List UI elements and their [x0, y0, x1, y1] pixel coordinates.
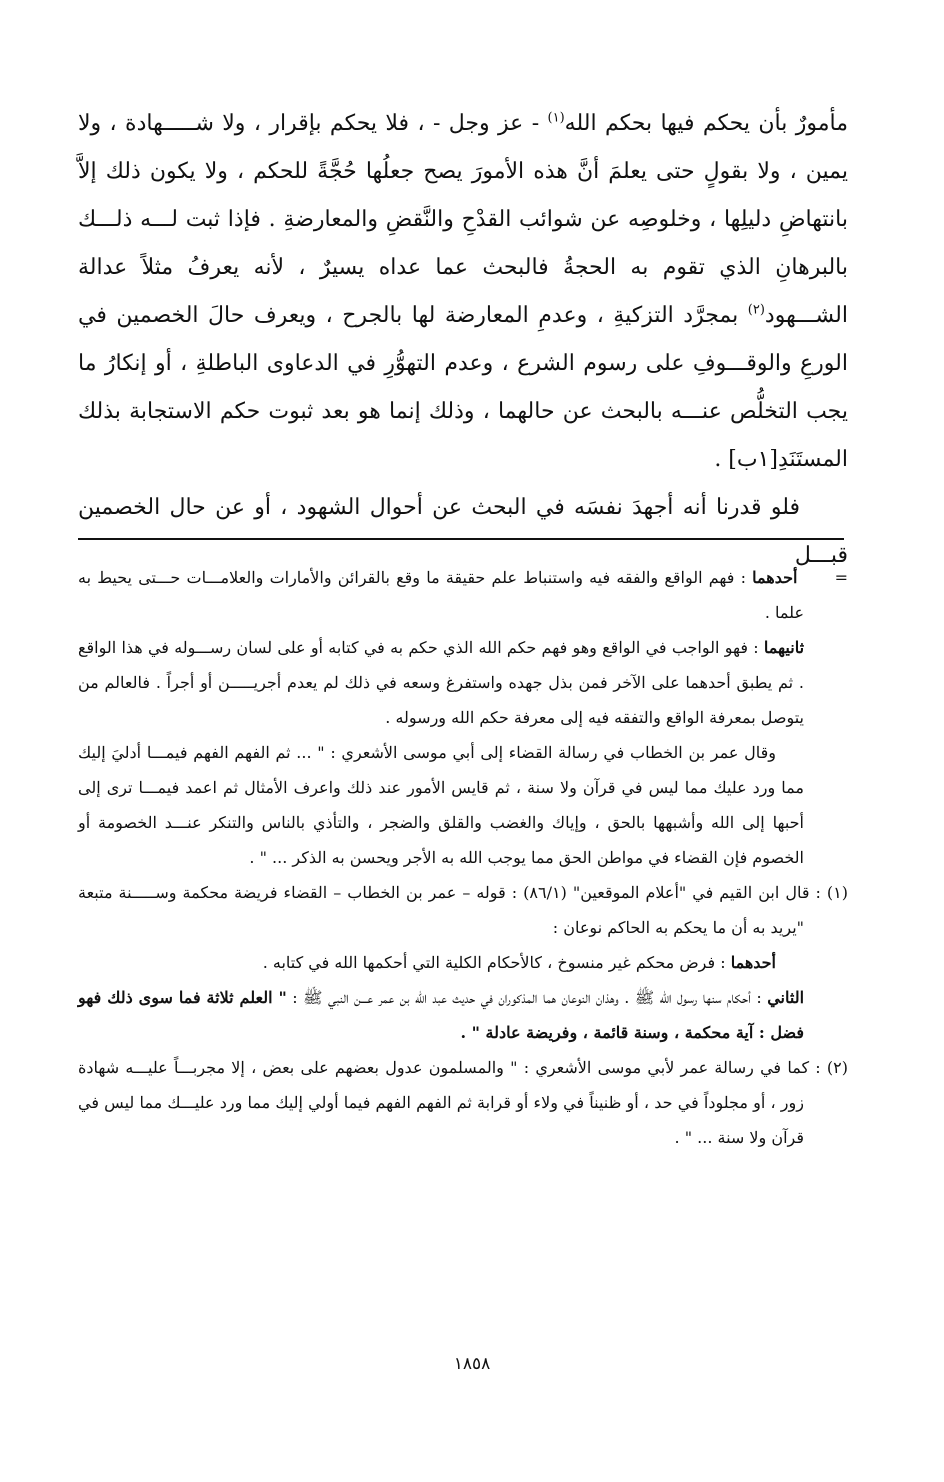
footnote-1-first-text: : فرض محكم غير منسوخ ، كالأحكام الكلية التي أحكمها الله في كتابه .	[262, 953, 731, 972]
main-paragraph-2: فلو قدرنا أنه أجهدَ نفسَه في البحث عن أحوال الشهود ، أو عن حال الخصمين قبـــل	[78, 495, 848, 568]
main-paragraph-1	[78, 100, 848, 484]
footnote-1-text: قال ابن القيم في "أعلام الموقعين" (٨٦/١) : قوله – عمر بن الخطاب – القضاء فريضة محكمة وســـــنة متبعة "يريد به أن ما يحكم به الحاكم نوعان :	[78, 883, 816, 937]
footnote-1-second-bold: الثاني	[767, 988, 805, 1007]
main-text	[78, 100, 848, 580]
continuation-text: : فهم الواقع والفقه فيه واستنباط علم حقيقة ما وقع بالقرائن والأمارات والعلامـــات حـــتى يحيط به علما .	[78, 568, 804, 622]
footnote-2	[78, 1050, 848, 1155]
footnote-separator	[78, 538, 844, 540]
second-text: : فهو الواجب في الواقع وهو فهم حكم الله الذي حكم به في كتابه أو على لسان رســـوله في هذا الواقع . ثم يطبق أحدهما على الآخر فمن بذل جهده واستفرغ وسعه في ذلك لم يعدم أجريـــــن أو أجراً . فالعالم من يتوصل بمعرفة الواقع والتفقه فيه إلى معرفة حكم الله ورسوله .	[78, 638, 804, 727]
footnote-1-second-text: : أحكام سنها رسول الله ﷺ . وهذان النوعان هما المذكوران في حديث عبد الله بن عمر عـــن النبي ﷺ :	[286, 988, 768, 1007]
footnote-2-marker: (٢) :	[815, 1058, 849, 1077]
footnote-ref-2: (٢)	[747, 302, 765, 318]
footnote-1-first-bold: أحدهما	[730, 953, 776, 972]
footnote-second	[78, 630, 848, 735]
footnote-ref-1: (١)	[547, 110, 565, 126]
main-p1-part2: - عز وجل - ، فلا يحكم بإقرار ، ولا شـــــهادة ، ولا يمين ، ولا بقولٍ حتى يعلمَ أنَّ هذه الأمورَ يصح جعلُها حُجَّةً للحكم ، ولا يكون ذلك إلاَّ بانتهاضِ دليلِها ، وخلوصِه عن شوائب القدْحِ والنَّقضِ والمعارضةِ . فإذا ثبت لـــه ذلـــك بالبرهانِ الذي تقوم به الحجةُ فالبحث عما عداه يسيرٌ ، لأنه يعرفُ مثلاً عدالة الشـــهود	[78, 111, 849, 328]
second-bold: ثانيهما	[763, 638, 805, 657]
footnote-1-first	[78, 945, 848, 980]
page-number: ١٨٥٨	[453, 1354, 491, 1374]
continuation-marker: =	[834, 568, 848, 587]
footnote-continuation	[78, 560, 848, 630]
footnote-omar: وقال عمر بن الخطاب في رسالة القضاء إلى أبي موسى الأشعري : " ... ثم الفهم الفهم فيمـــا أدليَ إليك مما ورد عليك مما ليس في قرآن ولا سنة ، ثم قايس الأمور عند ذلك واعرف الأمثال ثم اعمد فيمـــا ترى إلى أحبها إلى الله وأشبهها بالحق ، وإياك والغضب والقلق والضجر ، والتأذي بالناس والتنكر عنـــد الخصومة أو الخصوم فإن القضاء في مواطن الحق مما يوجب الله به الأجر ويحسن به الذكر ... " .	[78, 743, 804, 867]
footnote-1	[78, 875, 848, 945]
continuation-bold: أحدهما	[752, 568, 798, 587]
footnote-1-marker: (١) :	[815, 883, 849, 902]
main-p1-part1: مأمورٌ بأن يحكم فيها بحكم الله	[564, 111, 848, 136]
main-p1-part3: بمجرَّد التزكيةِ ، وعدمِ المعارضة لها بالجرح ، ويعرف حالَ الخصمين في الورعِ والوقـــوفِ على رسوم الشرع ، وعدم التهوُّرِ في الدعاوى الباطلةِ ، أو إنكارُ ما يجب التخلُّص عنـــه بالبحث عن حالهما ، وذلك إنما هو بعد ثبوت حكم الاستجابة بذلك المستَنَدِ[١ب] .	[78, 303, 848, 472]
footnote-2-text: كما في رسالة عمر لأبي موسى الأشعري : " والمسلمون عدول بعضهم على بعض ، إلا مجربـــاً عليـــه شهادة زور ، أو مجلوداً في حد ، أو ظنيناً في ولاء أو قرابة ثم الفهم الفهم فيما أولي إليك مما ورد عليـــك مما ليس في قرآن ولا سنة ... " .	[78, 1058, 816, 1147]
footnote-1-second	[78, 980, 848, 1050]
footnote-1-hadith: " العلم ثلاثة فما سوى ذلك فهو فضل : آية محكمة ، وسنة قائمة ، وفريضة عادلة " .	[78, 988, 804, 1042]
footnotes	[78, 560, 848, 1155]
